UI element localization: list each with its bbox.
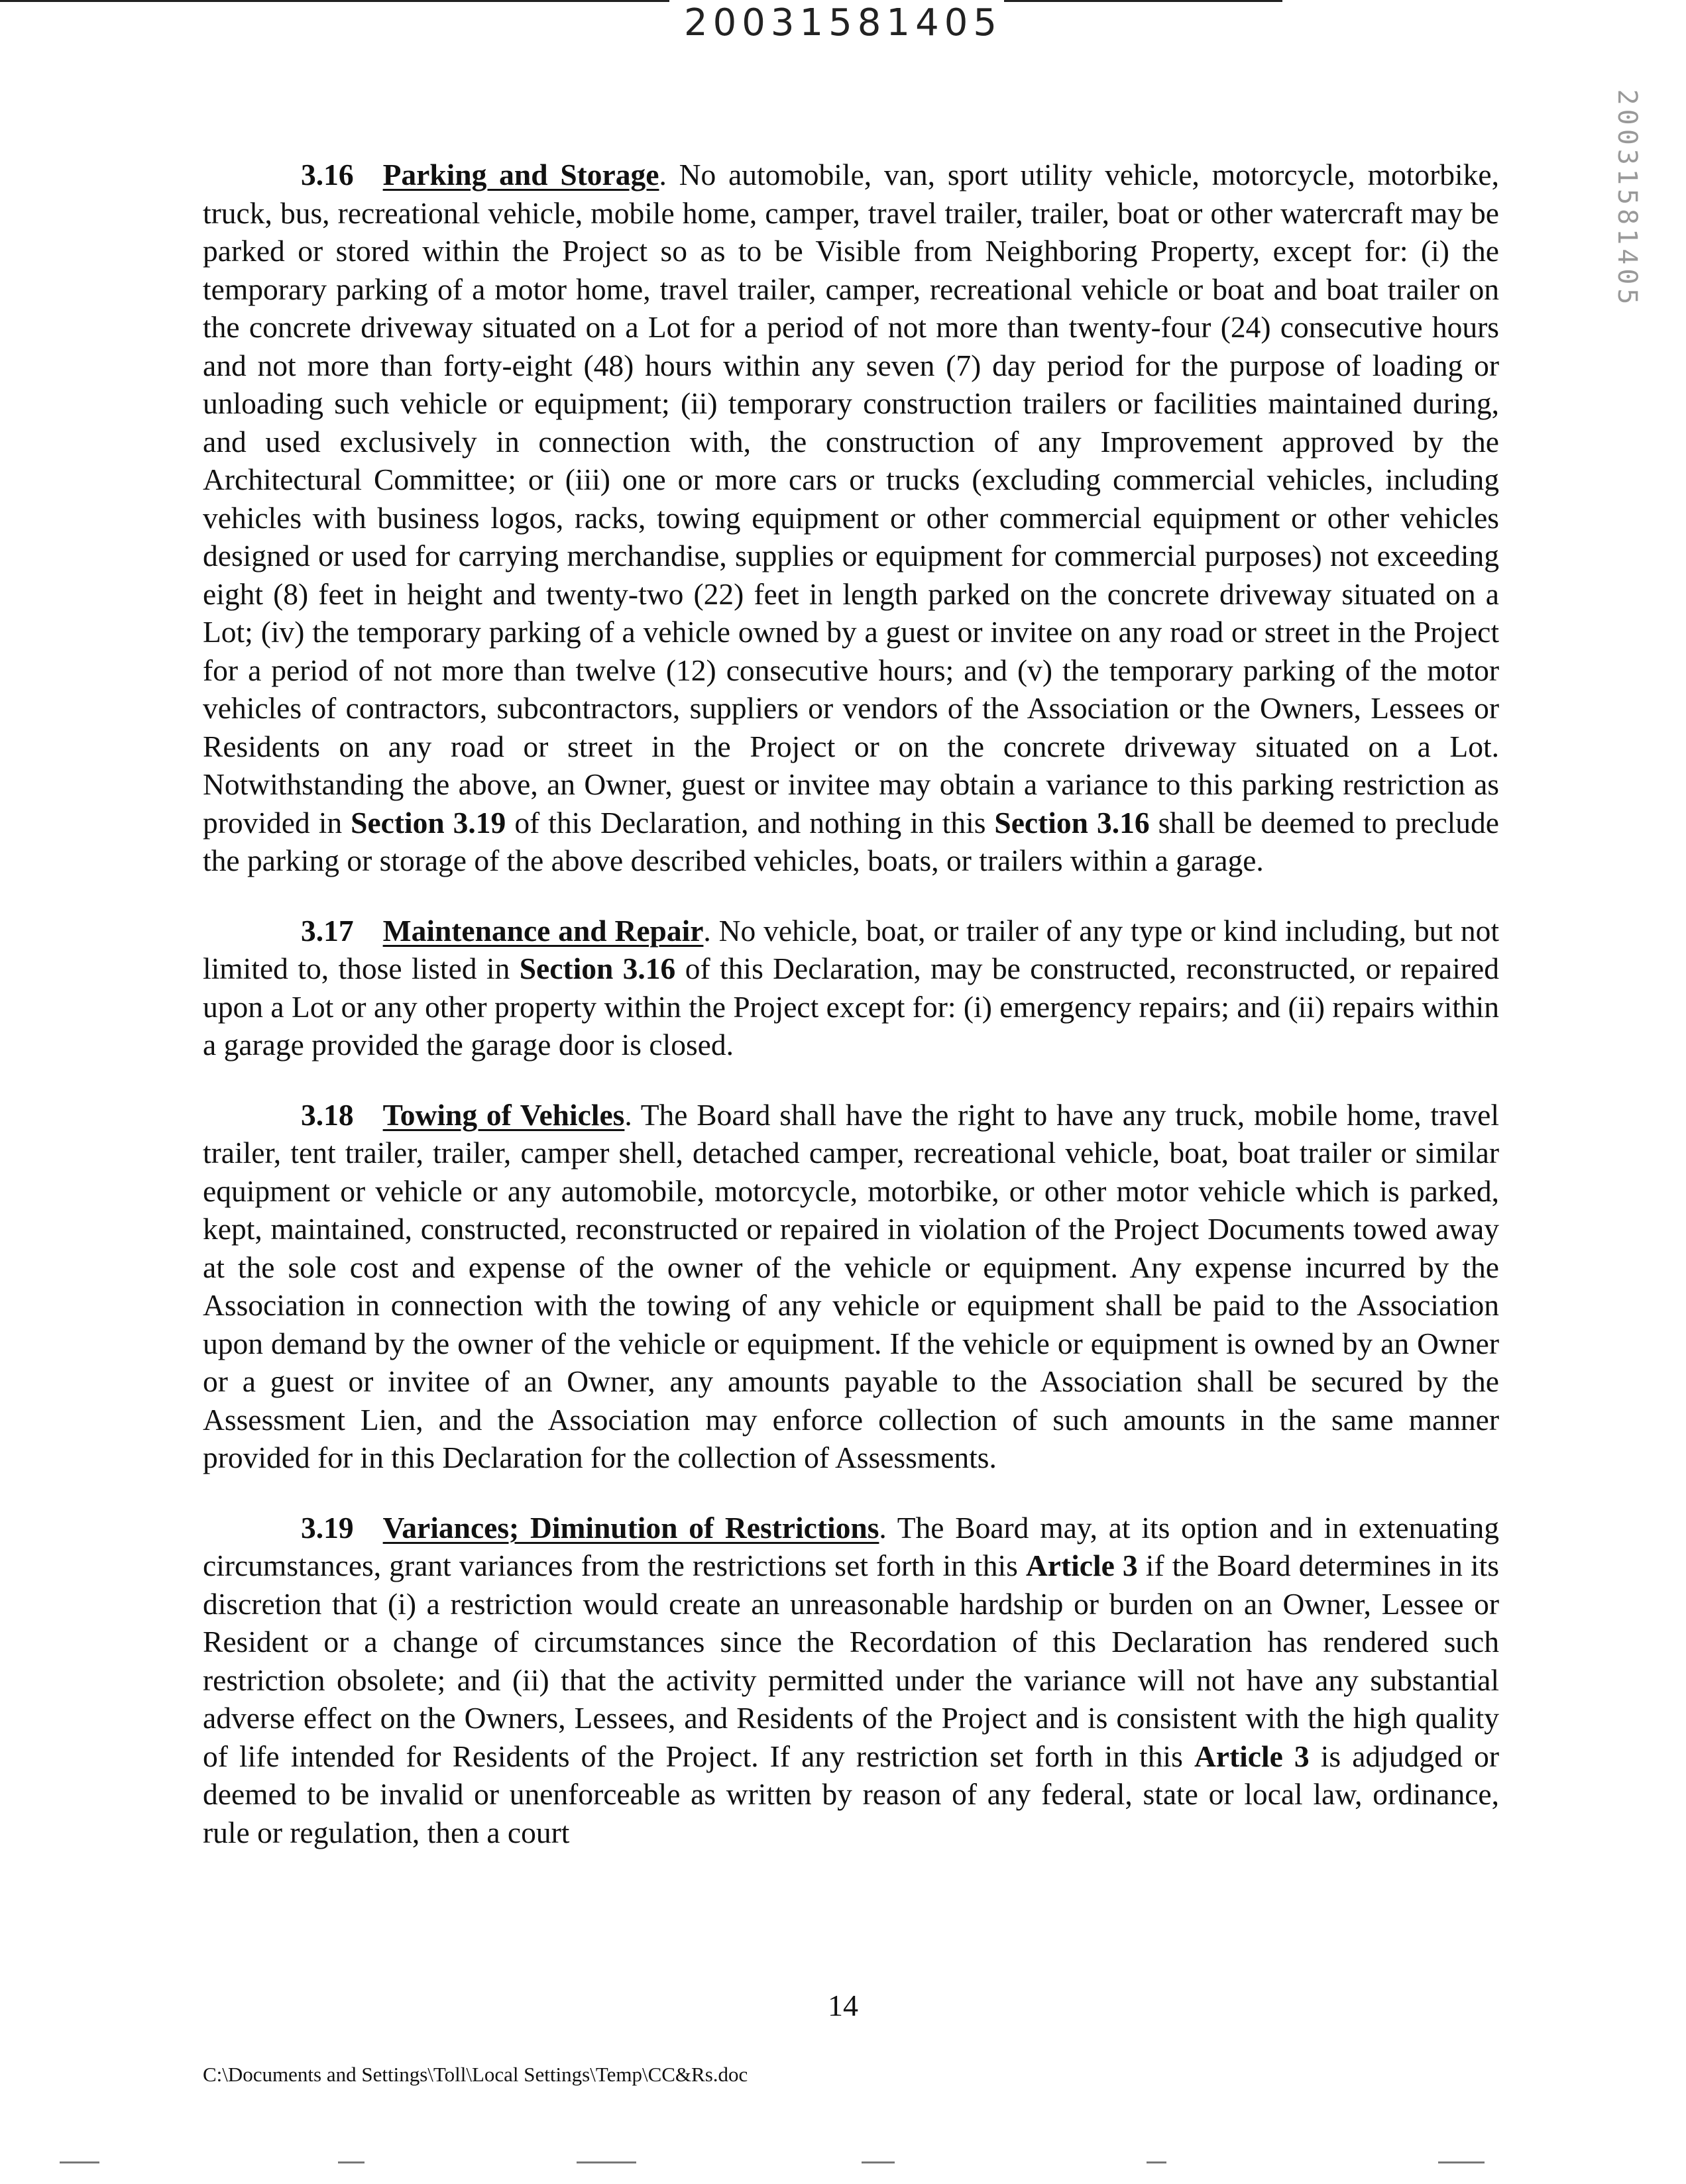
section-text: of this Declaration, and nothing in this <box>506 805 995 840</box>
section-reference: Section 3.16 <box>519 952 676 985</box>
section-text: . The Board may, at its option and in extenuating circumstances, grant variances from the restrictions set forth in this <box>203 1510 1499 1582</box>
section-3-19 <box>203 1509 1499 1852</box>
document-body <box>203 156 1499 1883</box>
section-reference: Article 3 <box>1025 1549 1138 1582</box>
section-number: 3.16 <box>301 158 354 191</box>
section-text: if the Board determines in its discretion that (i) a restriction would create an unreasonable hardship or burden on an Owner, Lessee or Resident or a change of circumstances since the Recordation of this Declaration has rendered such restriction obsolete; and (ii) that the activity permitted under the variance will not have any substantial adverse effect on the Owners, Lessees, and Residents of the Project and is consistent with the high quality of life intended for Residents of the Project. If any restriction set forth in this <box>203 1549 1500 1773</box>
section-text: of this Declaration, may be constructed, reconstructed, or repaired upon a Lot or any other property within the Project except for: (i) emergency repairs; and (ii) repairs within a garage provided the garage door is closed. <box>203 952 1499 1062</box>
document-number: 20031581405 <box>684 1 1002 44</box>
section-title: Towing of Vehicles <box>382 1097 625 1132</box>
section-3-17 <box>203 912 1499 1064</box>
section-3-18 <box>203 1096 1499 1477</box>
section-number: 3.19 <box>301 1510 354 1545</box>
section-text: . No automobile, van, sport utility vehicle, motorcycle, motorbike, truck, bus, recreational vehicle, mobile home, camper, travel trailer, trailer, boat or other watercraft may be parked or stored within the Project so as to be Visible from Neighboring Property, except for: (i) the temporary parking of a motor home, travel trailer, camper, recreational vehicle or boat and boat trailer on the concrete driveway situated on a Lot for a period of not more than twenty-four (24) consecutive hours and not more than forty-eight (48) hours within any seven (7) day period for the purpose of loading or unloading such vehicle or equipment; (ii) temporary construction trailers or facilities maintained during, and used exclusively in connection with, the construction of any Improvement approved by the Architectural Committee; or (iii) one or more cars or trucks (excluding commercial vehicles, including vehicles with business logos, racks, towing equipment or other commercial equipment or other vehicles designed or used for carrying merchandise, supplies or equipment for commercial purposes) not exceeding eight (8) feet in height and twenty-two (22) feet in length parked on the concrete driveway situated on a Lot; (iv) the temporary parking of a vehicle owned by a guest or invitee on any road or street in the Project for a period of not more than twelve (12) consecutive hours; and (v) the temporary parking of the motor vehicles of contractors, subcontractors, suppliers or vendors of the Association or the Owners, Lessees or Residents on any road or street in the Project or on the concrete driveway situated on a Lot. Notwithstanding the above, an Owner, guest or invitee may obtain a variance to this parking restriction as provided in <box>203 158 1499 840</box>
section-reference: Article 3 <box>1194 1739 1310 1773</box>
section-3-16 <box>203 156 1499 880</box>
section-reference: Section 3.19 <box>351 805 506 840</box>
side-stamp-text: 20031581405 <box>1612 89 1642 309</box>
section-text: . No vehicle, boat, or trailer of any type or kind including, but not limited to, those listed in <box>203 913 1499 985</box>
section-text: shall be deemed to preclude the parking or storage of the above described vehicles, boats, or trailers within a garage. <box>203 805 1499 877</box>
section-number: 3.18 <box>301 1097 354 1132</box>
section-text: is adjudged or deemed to be invalid or unenforceable as written by reason of any federal, state or local law, ordinance, rule or regulation, then a court <box>203 1739 1499 1849</box>
scan-artifacts <box>60 2161 1650 2168</box>
footer-file-path: C:\Documents and Settings\Toll\Local Settings\Temp\CC&Rs.doc <box>203 2063 748 2086</box>
section-reference: Section 3.16 <box>994 805 1150 840</box>
section-title: Parking and Storage <box>382 158 659 191</box>
section-text: . The Board shall have the right to have any truck, mobile home, travel trailer, tent trailer, trailer, camper shell, detached camper, recreational vehicle, boat, boat trailer or similar equipment or vehicle or any automobile, motorcycle, motorbike, or other motor vehicle which is parked, kept, maintained, constructed, reconstructed or repaired in violation of the Project Documents towed away at the sole cost and expense of the owner of the vehicle or equipment. Any expense incurred by the Association in connection with the towing of any vehicle or equipment shall be paid to the Association upon demand by the owner of the vehicle or equipment. If the vehicle or equipment is owned by an Owner or a guest or invitee of an Owner, any amounts payable to the Association shall be secured by the Assessment Lien, and the Association may enforce collection of such amounts in the same manner provided for in this Declaration for the collection of Assessments. <box>203 1097 1500 1474</box>
page-number: 14 <box>828 1989 858 2022</box>
section-number: 3.17 <box>301 913 354 948</box>
section-title: Variances; Diminution of Restrictions <box>382 1510 879 1545</box>
section-title: Maintenance and Repair <box>382 913 704 948</box>
side-stamp <box>1591 89 1663 309</box>
